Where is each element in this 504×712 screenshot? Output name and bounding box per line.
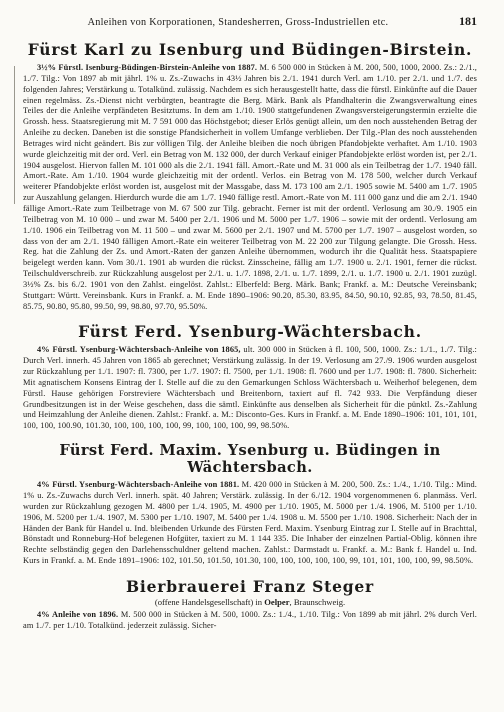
section-body (23, 480, 477, 567)
company-subtitle (23, 597, 477, 608)
section-body (23, 610, 477, 632)
bond-description: M. 500 000 in Stücken à M. 500, 1000. Zs.: 1./4., 1./10. Tilg.: Von 1899 ab mit jährl. 2% durch Verl. am 1./7. per 1./10. Totalkünd. jederzeit zulässig. Sicher- (23, 609, 477, 630)
bond-description: M. 420 000 in Stücken à M. 200, 500. Zs.: 1./4., 1./10. Tilg.: Mind. 1% u. Zs.-Zuwachs durch Verl. innerh. spät. 40 Jahren; Verstärk. zulässig. In der 6./12. 1904 vorgenommenen 6. planmäss. Verl. wurden zur Rückzahlung gezogen M. 4800 per 1./4. 1905, M. 4900 per 1./10. 1905, M. 5000 per 1./4. 1906, M. 5100 per 1./10. 1906, M. 5200 per 1./4. 1907, M. 5300 per 1./10. 1907, M. 5400 per 1./4. 1908 u. M. 5500 per 1./10. 1908. Sicherheit: Nach der in Händen der Bank für Handel u. Ind. bleibenden Urkunde des Fürsten Ferd. Maxim. Ysenburg Eintrag zur I. Stelle auf in Brachttal, Bönstadt und Ronneburg-Hof belegenen Hofgüter, taxiert zu M. 1 144 335. Die Inhaber der einzelnen Partial-Oblig. können ihre Rechte selbständig gegen den Darlehensschuldner geltend machen. Zahlst.: Darmstadt u. Frankf. a. M.: Bank f. Handel u. Ind. Kurs in Frankf. a. M. Ende 1891–1906: 102, 101.50, 101.50, 101.30, 100, 100, 100, 100, 100, 99, 101, 101, 100, 100, 99, 98.50%. (23, 480, 477, 566)
bond-heading: 3½% Fürstl. Isenburg-Büdingen-Birstein-Anleihe von 1887. (37, 63, 258, 72)
section-body (23, 63, 477, 312)
bond-description: M. 6 500 000 in Stücken à M. 200, 500, 1000, 2000. Zs.: 2./1., 1./7. Tilg.: Von 1897 ab mit jährl. 1% u. Zs.-Zuwachs in 43½ Jahren bis 2./1. 1941 durch Verl. am 1./10. per 2./1. und 1./7. des folgenden Jahres; Verstärkung u. Totalkünd. zulässig. Nachdem es sich herausgestellt hatte, dass die fürstl. Einkünfte auf die Dauer einen regelmäss. Zs.-Dienst nicht verbürgten, beantragte die Berg. Märk. Bank als Pfandhalterin die Zwangsverwaltung eines Teiles der die Anleihe verpfändeten Besitztums. In dem am 1./10. 1900 stattgefundenen Zwangsversteigerungstermin erzielte die Grossh. hess. Staatsregierung mit M. 7 591 000 das Höchstgebot; dieser Erlös genügt allein, um den noch ausstehenden Betrag der Anleihe zu decken. Daneben ist die sonstige Pfandsicherheit in vollem Umfange verblieben. Der Tilg.-Plan des noch ausstehenden Betrages wird nicht geändert. Bis zur völligen Tilg. der Anleihe bleiben die noch übrigen Pfandobjekte verhaftet. Am 1./10. 1903 wurde gleichzeitig mit der ord. Verl. ein Betrag von M. 132 000, der durch Verkauf einiger Pfandobjekte erlöst worden ist, per 2./1. 1904 ausgelost. Hiervon fallen M. 101 000 als die 2./1. 1941 fäll. Amort.-Rate und M. 31 000 als ein Teilbetrag der 1./7. 1940 fäll. Amort.-Rate. Am 1./10. 1904 wurde gleichzeitig mit der ordentl. Verlos. ein Betrag von M. 178 500, welcher durch Verkauf weiterer Pfandobjekte erlöst worden ist, ausgelost mit der Massgabe, dass M. 173 100 am 2./1. 1905 sowie M. 5400 am 1./7. 1905 zur Auszahlung gelangen. Hierdurch wurde die am 1./7. 1940 fällige restl. Amort.-Rate von M. 111 000 ganz und die am 2./1. 1940 fällige Amort.-Rate zum Teilbetrage von M. 67 500 zur Tilg. gebracht. Ferner ist mit der ordentl. Verlosung am 30./9. 1905 ein Teilbetrag von M. 10 000 – und zwar M. 5400 per 2./1. 1906 und M. 5000 per 1./7. 1906 – sowie mit der ordentl. Verlosung am 1./10. 1906 ein Teilbetrag von M. 11 500 – und zwar M. 5600 per 2./1. 1907 und M. 5700 per 1./7. 1907 – ausgelost worden, so dass von der am 2./1. 1940 fälligen Amort.-Rate ein weiterer Teilbetrag von M. 22 200 zur Tilgung gelangte. Die Grossh. Hess. Reg. hat die Zahlung der Zs. und Amort.-Raten der ganzen Anleihe übernommen, wodurch ihr die Qualität hess. Staatspapiere beigelegt werden kann. Vom 30./1. 1901 ab wurden die rückst. Zinsscheine, fällig am 1./7. 1900 u. 2./1. 1901, ferner die rückst. Teilschuldverschreib. zur Rückzahlung ausgelost per 2./1. u. 1./7. 1898, 2./1. u. 1./7. 1899, 2./1. u. 1./7. 1900 u. 2./1. 1901 zuzügl. 3½% Zs. bis 6./2. 1901 von den Zahlst. eingelöst. Zahlst.: Elberfeld: Berg. Märk. Bank; Frankf. a. M.: Deutsche Vereinsbank; Stuttgart: Württ. Vereinsbank. Kurs in Frankf. a. M. Ende 1890–1906: 90.20, 85.30, 83.95, 84.50, 90.10, 92.85, 93, 78.50, 81.45, 85.75, 90.80, 95.80, 99.50, 99, 98.80, 97.70, 95.50%. (23, 63, 477, 311)
section-title: Fürst Karl zu Isenburg und Büdingen-Birstein. (27, 40, 473, 59)
section-title: Bierbrauerei Franz Steger (126, 576, 374, 596)
subtitle-place: Oelper (264, 596, 290, 607)
margin-rule (14, 66, 15, 204)
subtitle-suffix: , Braunschweig. (289, 596, 346, 607)
bond-heading: 4% Fürstl. Ysenburg-Wächtersbach-Anleihe von 1881. (37, 480, 240, 490)
section-title: Fürst Ferd. Maxim. Ysenburg u. Büdingen in Wächtersbach. (59, 442, 441, 477)
bond-description: ult. 300 000 in Stücken à fl. 100, 500, 1000. Zs.: 1./1., 1./7. Tilg.: Durch Verl. innerh. 45 Jahren von 1865 ab gerechnet; Verstärkung zulässig. In der 19. Verlosung am 27./9. 1906 wurden ausgelost zur Rückzahlung per 1./1. 1907: fl. 7300, per 1./7. 1907: fl. 7500, per 1./1. 1908: fl. 7600 und per 1./7. 1908: fl. 7800. Sicherheit: Mit agnatischem Konsens Eintrag der I. Stelle auf die zu den Gemarkungen Schloss Wächtersbach u. Weiherhof belegenen, dem Fürstl. Hause gehörigen Forstreviere Wächtersbach und Breitenborn, taxiert auf fl. 742 933. Die Verpfändung dieser Grundbesitzungen ist in der Weise geschehen, dass die sämtl. Einkünfte aus denselben als Sicherheit für die pünktl. Zs.-Zahlung und Heimzahlung der Anleihe dienen. Zahlst.: Frankf. a. M.: Disconto-Ges. Kurs in Frankf. a. M. Ende 1890–1906: 101, 101, 101, 100, 100, 100.90, 101.30, 100, 100, 100, 100, 99, 100, 100, 100, 99, 98.50%. (23, 345, 477, 431)
page-number: 181 (459, 14, 477, 28)
bond-heading: 4% Anleihe von 1896. (37, 609, 119, 619)
subtitle-prefix: (offene Handelsgesellschaft) in (154, 596, 263, 607)
section-title: Fürst Ferd. Ysenburg-Wächtersbach. (78, 322, 422, 342)
bond-heading: 4% Fürstl. Ysenburg-Wächtersbach-Anleihe von 1865, (37, 345, 241, 355)
running-title: Anleihen von Korporationen, Standesherren, Gross-Industriellen etc. (87, 17, 389, 28)
section-body (23, 345, 477, 432)
running-header (23, 14, 477, 34)
